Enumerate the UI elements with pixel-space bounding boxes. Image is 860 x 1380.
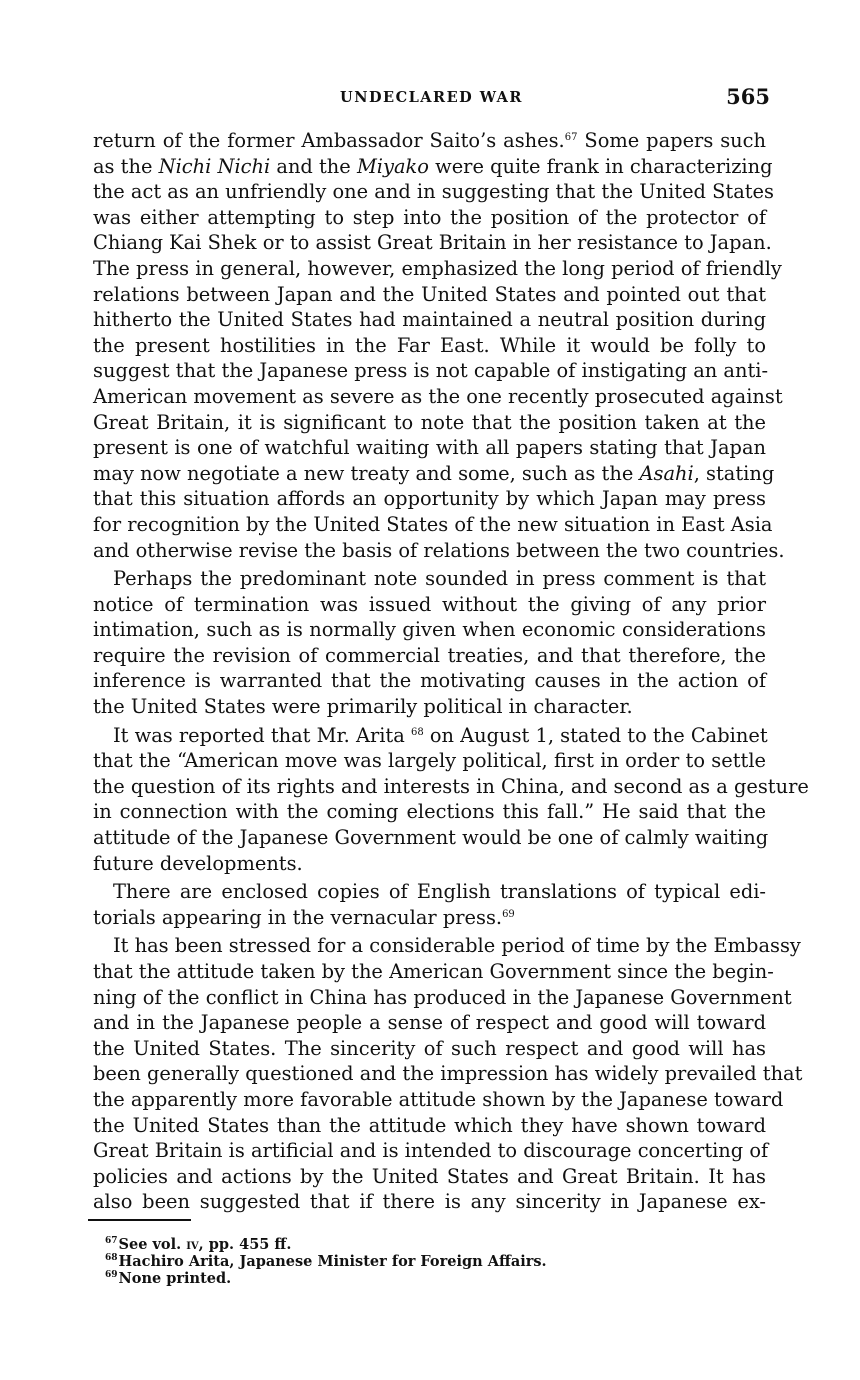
footnote-marker: 68: [105, 1253, 118, 1263]
text-line: that this situation affords an opportunity by which Japan may press: [93, 487, 766, 511]
footnote-marker: 67: [105, 1236, 118, 1246]
text-line: relations between Japan and the United States and pointed out that: [93, 282, 766, 306]
text-line: return of the former Ambassador Saito’s ashes.$^{67}$ Some papers such: [93, 129, 766, 152]
text-line: suggest that the Japanese press is not capable of instigating an anti-: [93, 359, 769, 383]
newspaper-title: Miyako: [356, 154, 429, 178]
text-line: may now negotiate a new treaty and some, such as the Asahi, stating: [93, 461, 775, 485]
text-line: It has been stressed for a considerable period of time by the Embassy: [113, 934, 801, 958]
text-line: also been suggested that if there is any sincerity in Japanese ex-: [93, 1190, 766, 1214]
text-line: American movement as severe as the one recently prosecuted against: [93, 384, 783, 408]
text-line: torials appearing in the vernacular press.$^{69}$: [93, 905, 515, 929]
text-line: the act as an unfriendly one and in suggesting that the United States: [93, 180, 774, 204]
text-line: the United States were primarily political in character.: [93, 695, 633, 719]
text-line: the United States than the attitude which they have shown toward: [93, 1113, 766, 1137]
footnote: $^{69}$None printed.: [105, 1270, 232, 1287]
text-line: inference is warranted that the motivating causes in the action of: [93, 669, 766, 693]
text-line: It was reported that Mr. Arita $^{68}$ on August 1, stated to the Cabinet: [113, 723, 768, 747]
text-line: present is one of watchful waiting with all papers stating that Japan: [93, 436, 766, 460]
text-line: notice of termination was issued without the giving of any prior: [93, 592, 766, 616]
text-line: intimation, such as is normally given when economic considerations: [93, 618, 766, 642]
text-line: require the revision of commercial treaties, and that therefore, the: [93, 643, 766, 667]
text-line: hitherto the United States had maintained a neutral position during: [93, 308, 766, 332]
footnotes: [105, 1236, 725, 1287]
text-line: Great Britain, it is significant to note that the position taken at the: [93, 410, 766, 434]
text-line: policies and actions by the United States and Great Britain. It has: [93, 1164, 766, 1188]
text-line: Great Britain is artificial and is intended to discourage concerting of: [93, 1139, 769, 1163]
text-line: that the “American move was largely political, first in order to settle: [93, 749, 766, 773]
newspaper-title: Nichi Nichi: [158, 154, 271, 178]
text-line: Chiang Kai Shek or to assist Great Britain in her resistance to Japan.: [93, 231, 772, 255]
page-header: [93, 84, 770, 110]
text-line: been generally questioned and the impression has widely prevailed that: [93, 1062, 803, 1086]
body-text: [93, 128, 809, 1218]
text-line: the present hostilities in the Far East. While it would be folly to: [93, 333, 766, 357]
text-line: ning of the conflict in China has produced in the Japanese Government: [93, 985, 792, 1009]
text-line: attitude of the Japanese Government would be one of calmly waiting: [93, 826, 769, 850]
paragraph: [93, 933, 803, 1215]
text-line: the apparently more favorable attitude shown by the Japanese toward: [93, 1087, 784, 1111]
page-number: 565: [726, 84, 770, 109]
footnote: $^{67}$See vol. iv, pp. 455 ff.: [105, 1236, 292, 1253]
text-line: future developments.: [93, 851, 303, 875]
text-line: and otherwise revise the basis of relations between the two countries.: [93, 538, 785, 562]
running-head: UNDECLARED WAR: [340, 89, 523, 106]
footnote: $^{68}$Hachiro Arita, Japanese Minister for Foreign Affairs.: [105, 1253, 547, 1270]
paragraph: [93, 723, 809, 877]
text-line: the United States. The sincerity of such respect and good will has: [93, 1036, 766, 1060]
text-line: There are enclosed copies of English translations of typical edi-: [113, 880, 766, 904]
text-line: and in the Japanese people a sense of respect and good will toward: [93, 1011, 766, 1035]
footnote-divider: [88, 1219, 191, 1221]
text-line: The press in general, however, emphasized the long period of friendly: [93, 256, 782, 280]
text-line: in connection with the coming elections this fall.” He said that the: [93, 800, 766, 824]
newspaper-title: Asahi: [639, 461, 694, 485]
text-line: that the attitude taken by the American Government since the begin-: [93, 960, 774, 983]
paragraph: [93, 879, 766, 930]
footnote-ref[interactable]: 69: [502, 908, 515, 920]
paragraph: [93, 128, 785, 563]
text-line: for recognition by the United States of the new situation in East Asia: [93, 512, 773, 536]
text-line: Perhaps the predominant note sounded in press comment is that: [113, 567, 766, 591]
text-line: was either attempting to step into the position of the protector of: [93, 205, 766, 229]
footnote-marker: 69: [105, 1270, 118, 1280]
text-line: the question of its rights and interests in China, and second as a gesture: [93, 774, 809, 798]
paragraph: [93, 566, 766, 720]
footnote-ref[interactable]: 67: [564, 132, 578, 143]
footnote-ref[interactable]: 68: [410, 726, 424, 738]
text-line: as the Nichi Nichi and the Miyako were quite frank in characterizing: [93, 154, 773, 178]
